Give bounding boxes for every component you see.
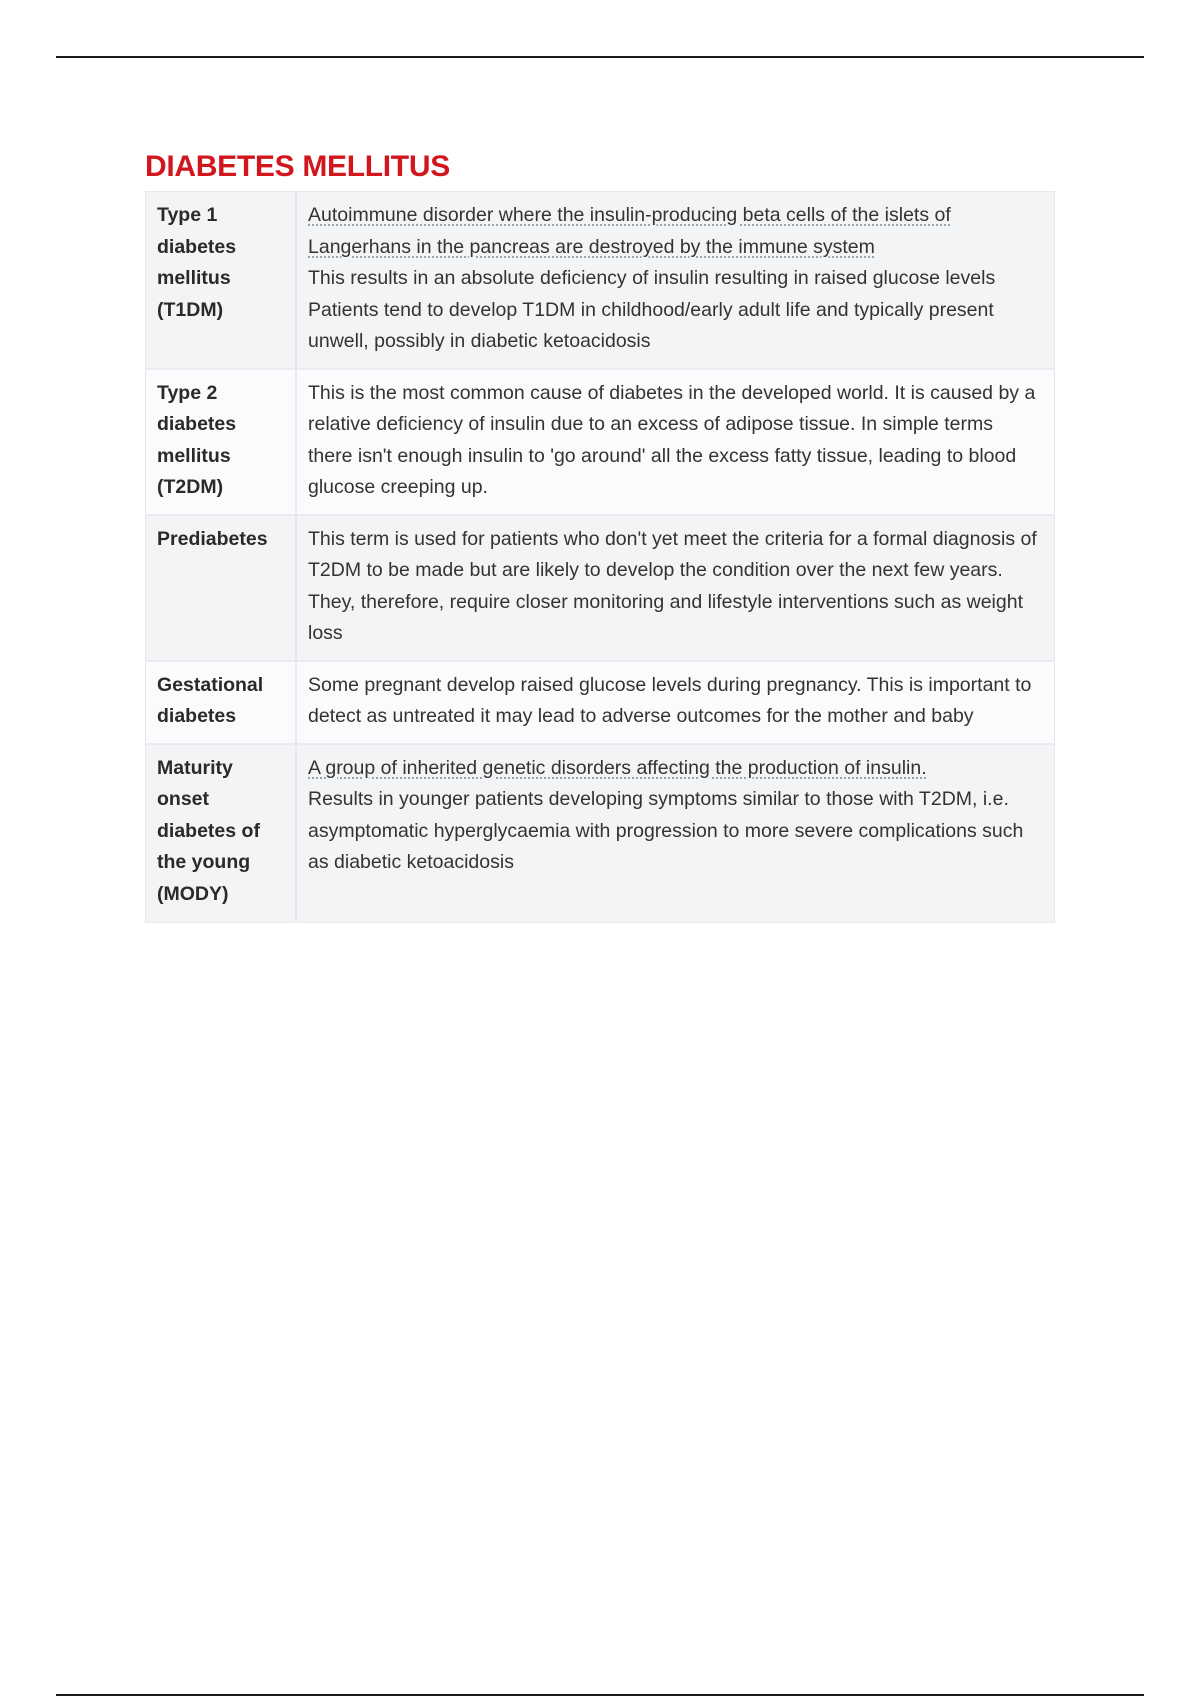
diabetes-types-table (145, 191, 1055, 923)
header-rule (56, 56, 1144, 58)
definition-line: A group of inherited genetic disorders affecting the production of insulin. (308, 756, 927, 779)
definition-line: Results in younger patients developing symptoms similar to those with T2DM, i.e. asymptomatic hyperglycaemia with progression to more severe complications such as diabetic ketoacidosis (308, 788, 1024, 873)
definition-cell (296, 192, 1055, 369)
table-row-gestational (146, 661, 1055, 744)
table-row-t1dm (146, 192, 1055, 369)
term-cell: Maturity onset diabetes of the young (MODY) (146, 744, 297, 923)
term-cell: Gestational diabetes (146, 661, 297, 744)
definition-line: Patients tend to develop T1DM in childhood/early adult life and typically present unwell, possibly in diabetic ketoacidosis (308, 298, 994, 352)
footer-rule (56, 1694, 1144, 1696)
definition-line: This results in an absolute deficiency of insulin resulting in raised glucose levels (308, 267, 996, 289)
page-title: DIABETES MELLITUS (145, 150, 450, 183)
definition-cell (296, 661, 1055, 744)
term-cell: Prediabetes (146, 515, 297, 661)
term-cell: Type 2 diabetes mellitus (T2DM) (146, 369, 297, 515)
term-cell: Type 1 diabetes mellitus (T1DM) (146, 192, 297, 369)
definition-cell (296, 515, 1055, 661)
definition-cell (296, 744, 1055, 923)
table-row-t2dm (146, 369, 1055, 515)
definition-line: Autoimmune disorder where the insulin-producing beta cells of the islets of Langerhans in the pancreas are destroyed by the immune system (308, 204, 951, 258)
definition-cell (296, 369, 1055, 515)
definition-line: This is the most common cause of diabetes in the developed world. It is caused by a relative deficiency of insulin due to an excess of adipose tissue. In simple terms there isn't enough insulin to 'go around' all the excess fatty tissue, leading to blood glucose creeping up. (308, 381, 1036, 498)
definition-line: Some pregnant develop raised glucose levels during pregnancy. This is important to detect as untreated it may lead to adverse outcomes for the mother and baby (308, 673, 1032, 727)
table-row-mody (146, 744, 1055, 923)
definition-line: This term is used for patients who don't yet meet the criteria for a formal diagnosis of T2DM to be made but are likely to develop the condition over the next few years. They, therefore, require closer monitoring and lifestyle interventions such as weight loss (308, 527, 1037, 644)
table-row-prediabetes (146, 515, 1055, 661)
